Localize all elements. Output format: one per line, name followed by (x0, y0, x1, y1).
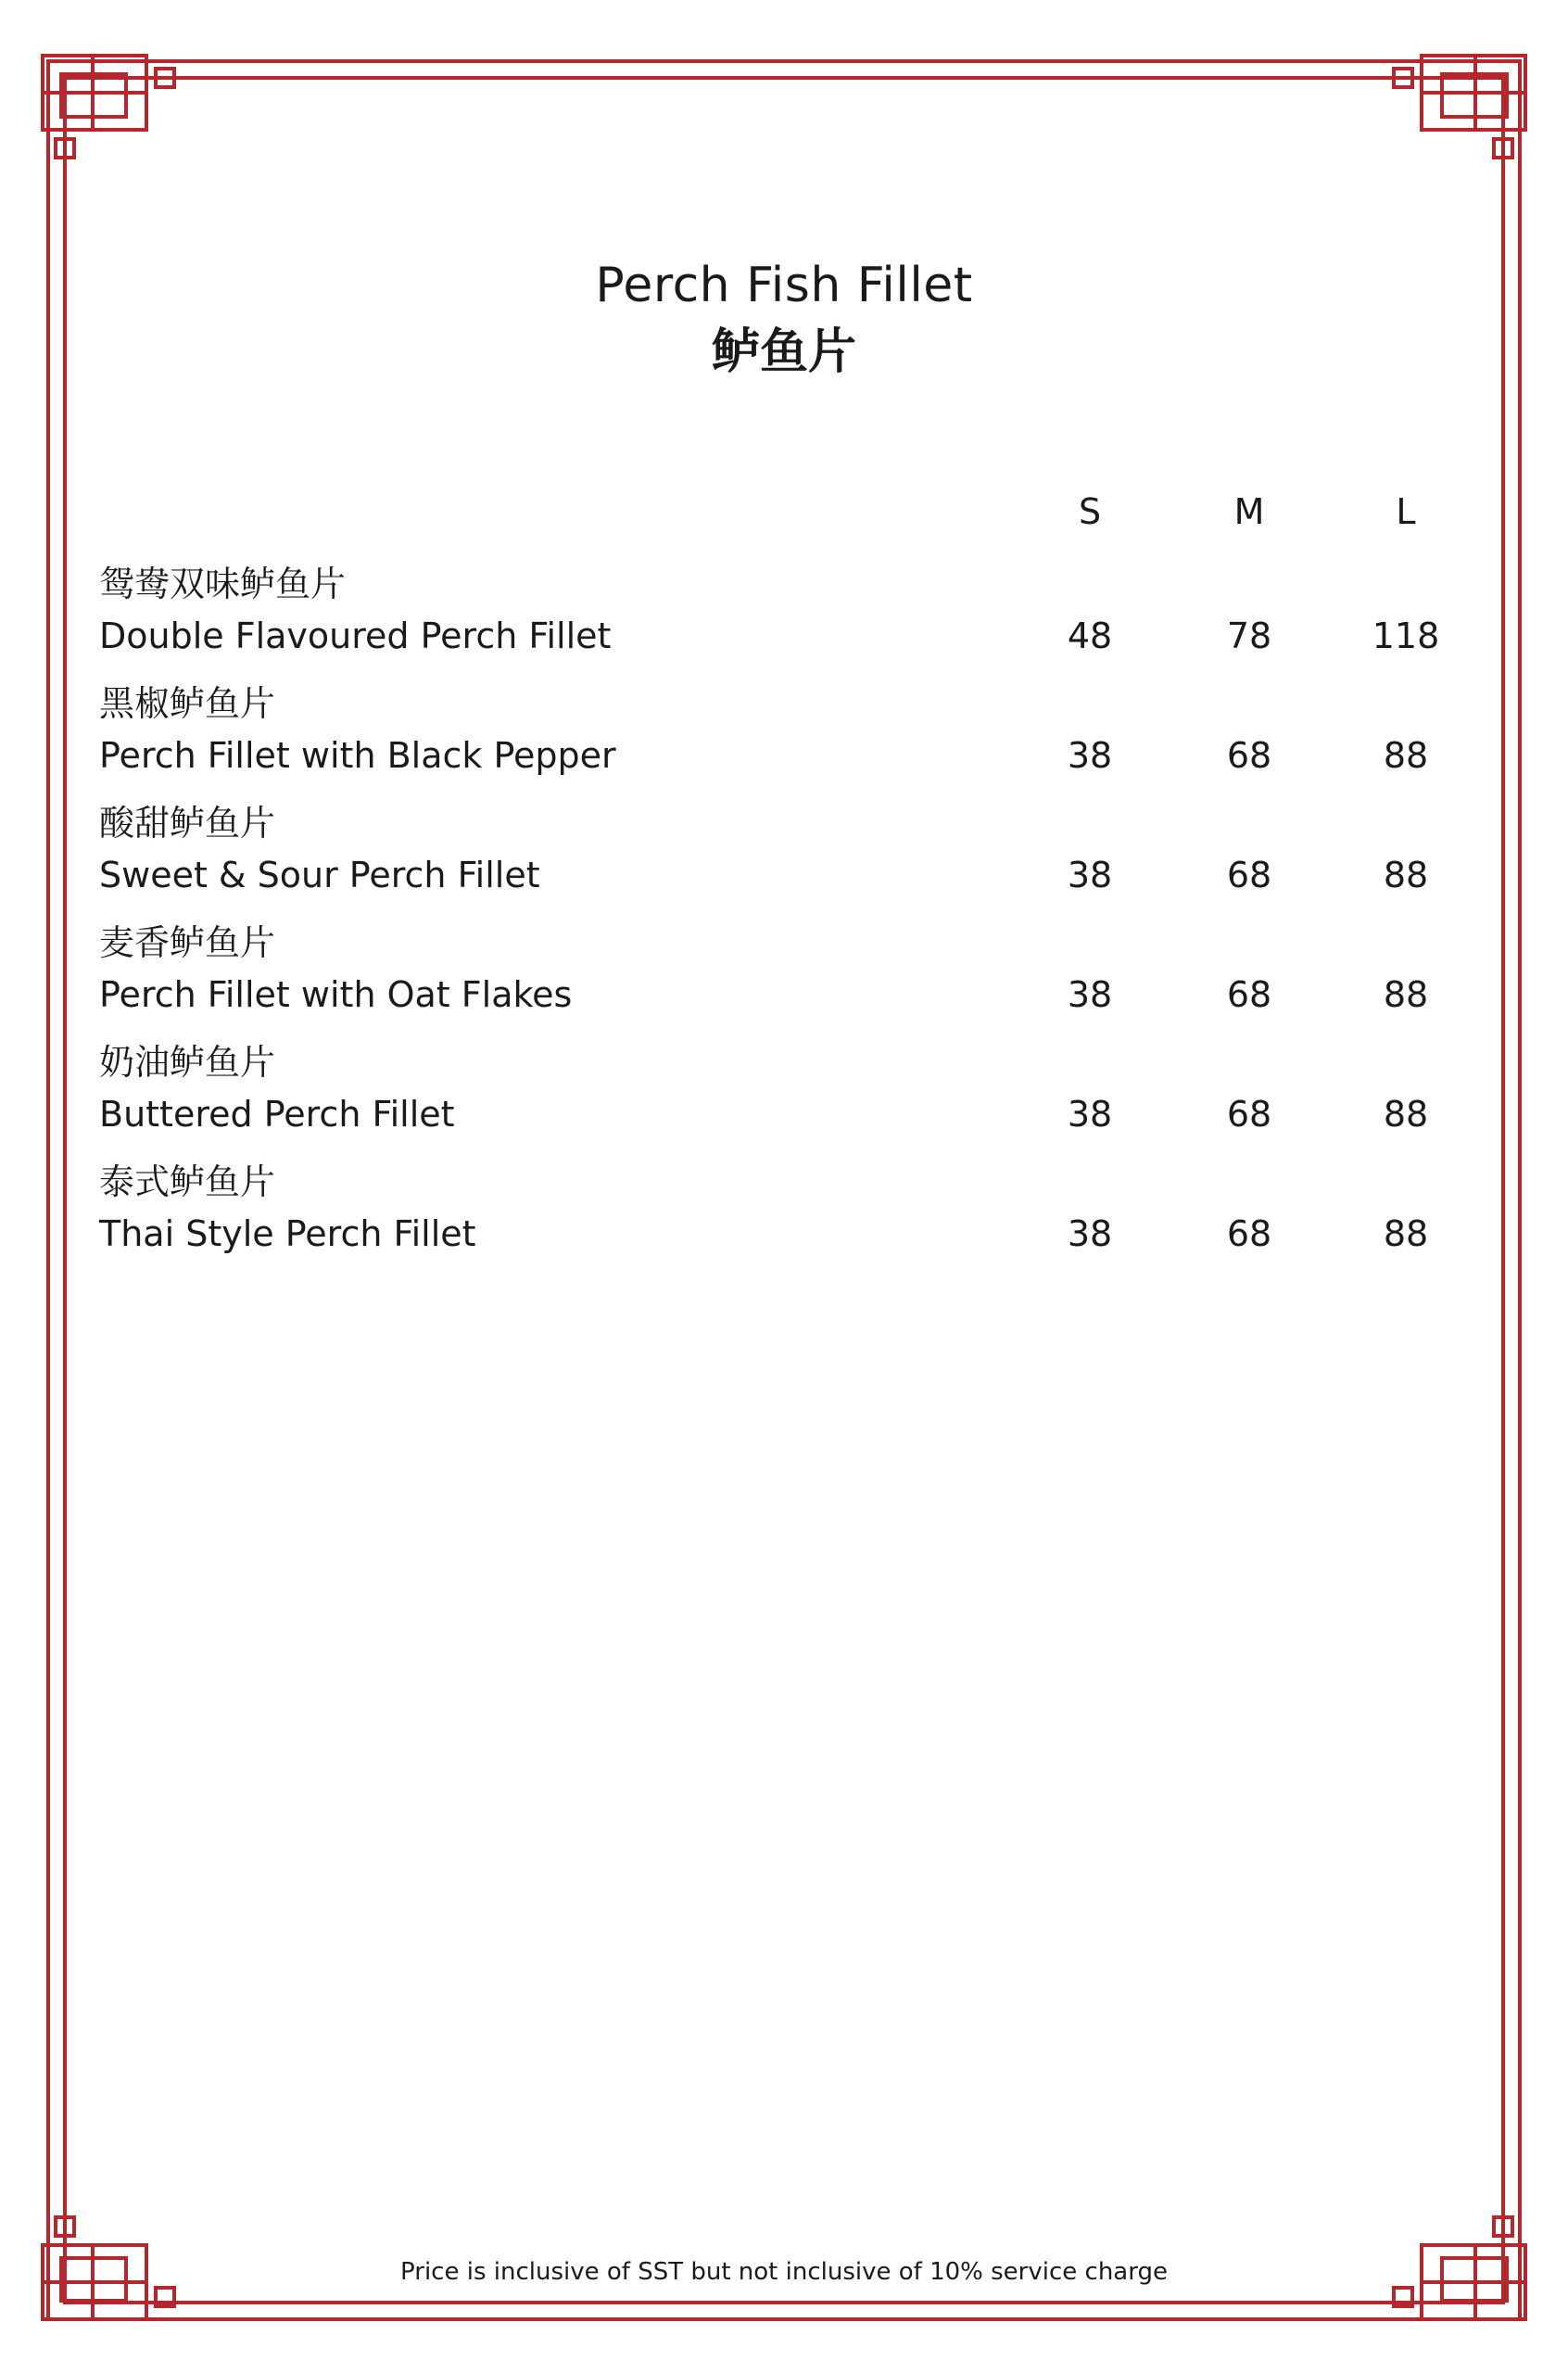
menu-item (99, 797, 1489, 916)
item-name-english: Thai Style Perch Fillet (99, 1213, 476, 1254)
menu-item (99, 1156, 1489, 1275)
price-small: 48 (1067, 615, 1113, 656)
price-small: 38 (1067, 1094, 1113, 1135)
price-medium: 68 (1226, 974, 1272, 1015)
size-header-medium: M (1233, 491, 1265, 532)
corner-ornament-top-left (43, 56, 174, 158)
price-medium: 68 (1226, 1094, 1272, 1135)
item-name-english: Perch Fillet with Black Pepper (99, 735, 616, 776)
item-name-english: Buttered Perch Fillet (99, 1094, 455, 1135)
item-name-chinese: 泰式鲈鱼片 (99, 1161, 276, 1202)
price-small: 38 (1067, 855, 1113, 895)
price-medium: 68 (1226, 855, 1272, 895)
menu-item (99, 917, 1489, 1035)
item-name-english: Sweet & Sour Perch Fillet (99, 855, 540, 895)
price-small: 38 (1067, 974, 1113, 1015)
price-footnote: Price is inclusive of SST but not inclusive of 10% service charge (400, 2258, 1168, 2286)
item-name-chinese: 鸳鸯双味鲈鱼片 (99, 564, 347, 604)
price-large: 88 (1383, 855, 1429, 895)
menu-item (99, 678, 1489, 796)
price-medium: 68 (1226, 735, 1272, 776)
item-name-chinese: 麦香鲈鱼片 (99, 922, 276, 963)
item-name-english: Double Flavoured Perch Fillet (99, 615, 612, 656)
corner-ornament-top-right (1394, 56, 1525, 158)
item-name-english: Perch Fillet with Oat Flakes (99, 974, 573, 1015)
menu-item (99, 1036, 1489, 1155)
item-name-chinese: 黑椒鲈鱼片 (99, 683, 276, 724)
item-name-chinese: 奶油鲈鱼片 (99, 1042, 276, 1083)
menu-title-block (0, 252, 1568, 386)
page-title-chinese: 鲈鱼片 (711, 324, 856, 380)
price-small: 38 (1067, 1213, 1113, 1254)
price-small: 38 (1067, 735, 1113, 776)
page-title-english: Perch Fish Fillet (595, 258, 973, 313)
price-large: 88 (1383, 1094, 1429, 1135)
size-header-large: L (1396, 491, 1416, 532)
price-medium: 68 (1226, 1213, 1272, 1254)
menu-item (99, 558, 1489, 677)
item-name-chinese: 酸甜鲈鱼片 (99, 803, 276, 844)
size-header-small: S (1078, 491, 1102, 532)
price-large: 88 (1383, 735, 1429, 776)
price-large: 88 (1383, 1213, 1429, 1254)
price-large: 118 (1372, 615, 1440, 656)
price-medium: 78 (1226, 615, 1272, 656)
price-large: 88 (1383, 974, 1429, 1015)
